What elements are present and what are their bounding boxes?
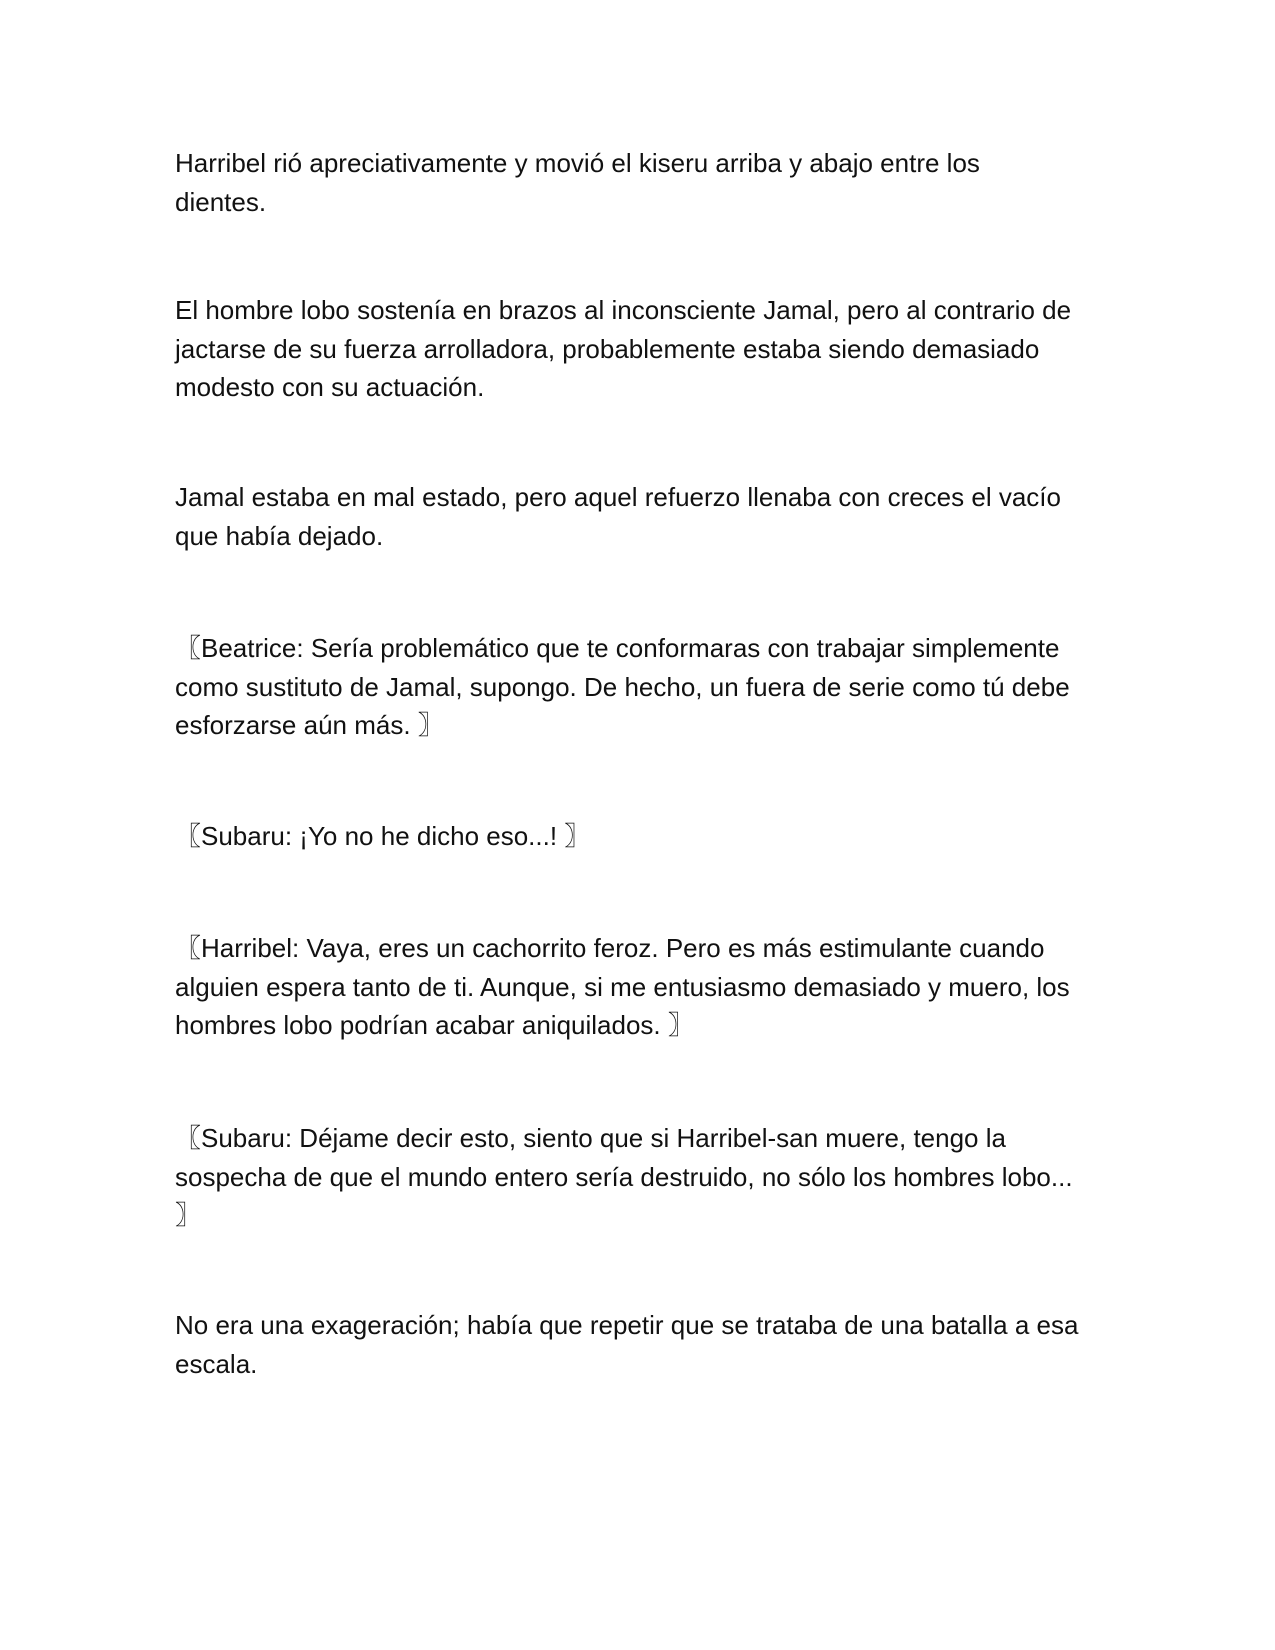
paragraph-line: alguien espera tanto de ti. Aunque, si me entusiasmo demasiado y muero, los bbox=[175, 971, 1070, 1002]
paragraph-line: sospecha de que el mundo entero sería destruido, no sólo los hombres lobo... bbox=[175, 1161, 1073, 1192]
paragraph-3 bbox=[175, 478, 1095, 555]
paragraph-line: Jamal estaba en mal estado, pero aquel refuerzo llenaba con creces el vacío bbox=[175, 482, 1061, 512]
dialogue-subaru-1 bbox=[175, 817, 1095, 856]
dialogue-beatrice bbox=[175, 629, 1095, 745]
paragraph-line: jactarse de su fuerza arrolladora, probablemente estaba siendo demasiado bbox=[175, 333, 1040, 364]
paragraph-line: dientes. bbox=[175, 186, 267, 217]
paragraph-line: hombres lobo podrían acabar aniquilados. 〗 bbox=[175, 1010, 694, 1040]
paragraph-2 bbox=[175, 291, 1095, 407]
paragraph-line: modesto con su actuación. bbox=[175, 372, 485, 402]
paragraph-line: escala. bbox=[175, 1348, 258, 1379]
paragraph-line: que había dejado. bbox=[175, 520, 384, 551]
dialogue-subaru-2 bbox=[175, 1119, 1095, 1235]
paragraph-line: 〖Subaru: ¡Yo no he dicho eso...! 〗 bbox=[175, 821, 591, 851]
paragraph-line: 〖Beatrice: Sería problemático que te conformaras con trabajar simplemente bbox=[175, 633, 1060, 663]
dialogue-harribel bbox=[175, 929, 1095, 1045]
paragraph-line: 〖Harribel: Vaya, eres un cachorrito feroz. Pero es más estimulante cuando bbox=[175, 933, 1045, 963]
paragraph-8 bbox=[175, 1306, 1095, 1383]
paragraph-line: como sustituto de Jamal, supongo. De hecho, un fuera de serie como tú debe bbox=[175, 671, 1070, 702]
paragraph-line: 〖Subaru: Déjame decir esto, siento que si Harribel-san muere, tengo la bbox=[175, 1123, 1006, 1153]
paragraph-line: No era una exageración; había que repetir que se trataba de una batalla a esa bbox=[175, 1310, 1079, 1340]
paragraph-line: esforzarse aún más. 〗 bbox=[175, 710, 444, 740]
paragraph-line: El hombre lobo sostenía en brazos al inconsciente Jamal, pero al contrario de bbox=[175, 295, 1072, 325]
paragraph-1 bbox=[175, 144, 1095, 221]
paragraph-line: Harribel rió apreciativamente y movió el kiseru arriba y abajo entre los bbox=[175, 148, 980, 178]
paragraph-line: 〗 bbox=[175, 1200, 202, 1230]
